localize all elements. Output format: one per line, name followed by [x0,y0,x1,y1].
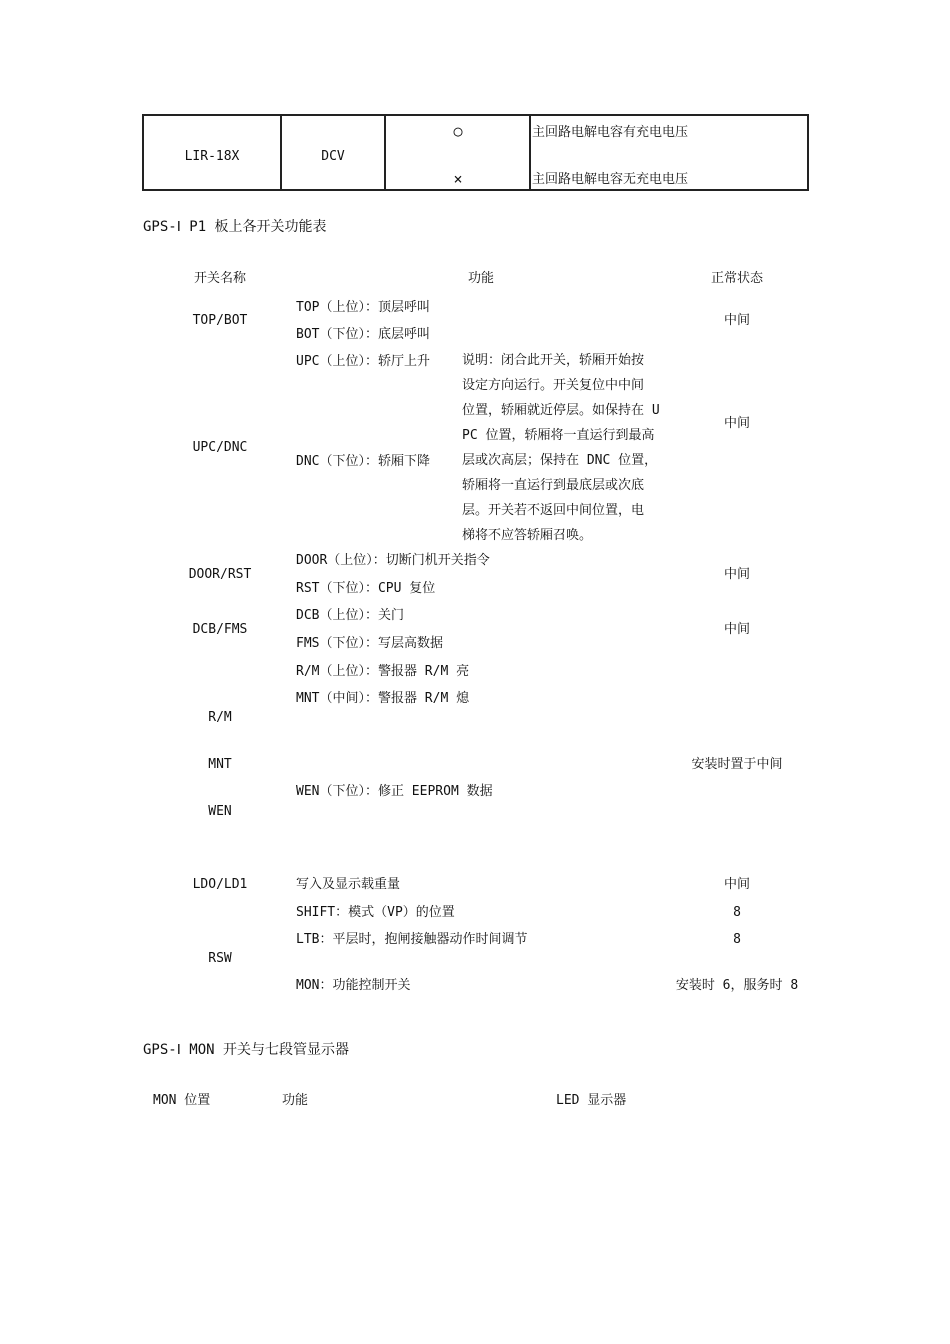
table-cell-model: LIR-18X [184,149,240,164]
header-normal-state: 正常状态 [710,271,764,286]
table-border-bottom [142,189,809,191]
row-ldo-ld1-function: 写入及显示载重量 [296,877,401,892]
row-rsw-ltb-function: LTB：平层时，抱闸接触器动作时间调节 [296,932,528,947]
row-rsw-mon-function: MON：功能控制开关 [296,978,411,993]
row-upc-dnc-function-1: UPC（上位）：轿厅上升 [296,354,430,369]
table-cell-desc-charged: 主回路电解电容有充电电压 [532,125,689,140]
row-dcb-fms-function-2: FMS（下位）：写层高数据 [296,636,443,651]
note-line: 层。开关若不返回中间位置，电 [462,503,645,518]
row-mnt-function: MNT（中间）：警报器 R/M 熄 [296,691,470,706]
row-upc-dnc-function-2: DNC（下位）：轿厢下降 [296,454,430,469]
row-door-rst-name: DOOR/RST [188,567,252,582]
note-line: 轿厢将一直运行到最底层或次底 [462,478,645,493]
row-rm-mnt-wen-normal: 安装时置于中间 [691,757,783,772]
row-rsw-shift-function: SHIFT：模式（VP）的位置 [296,905,455,920]
table-divider-3 [529,114,531,191]
header-mon-function: 功能 [282,1093,309,1108]
row-wen-function: WEN（下位）：修正 EEPROM 数据 [296,784,493,799]
note-line: 说明：闭合此开关，轿厢开始按 [462,353,645,368]
row-dcb-fms-function-1: DCB（上位）：关门 [296,608,404,623]
table-divider-1 [280,114,282,191]
row-rsw-mon-normal: 安装时 6，服务时 8 [675,978,799,993]
row-top-bot-name: TOP/BOT [192,313,248,328]
table-cell-signal: DCV [321,149,345,164]
table-border-right [807,114,809,191]
note-line: 设定方向运行。开关复位中中间 [462,378,645,393]
section1-title: GPS-Ⅰ P1 板上各开关功能表 [143,219,327,235]
note-line: 位置，轿厢就近停层。如保持在 U [462,403,660,418]
row-rsw-ltb-normal: 8 [733,932,741,947]
table-border-left [142,114,144,191]
header-mon-position: MON 位置 [153,1093,211,1108]
row-top-bot-function-2: BOT（下位）：底层呼叫 [296,327,430,342]
table-cell-state-charged: ○ [453,122,463,140]
table-border-top [142,114,809,116]
table-cell-desc-uncharged: 主回路电解电容无充电电压 [532,172,689,187]
note-line: 梯将不应答轿厢召唤。 [462,528,593,543]
row-ldo-ld1-normal: 中间 [723,877,751,892]
row-rsw-shift-normal: 8 [733,905,741,920]
row-rm-function: R/M（上位）：警报器 R/M 亮 [296,664,470,679]
row-top-bot-normal: 中间 [723,313,751,328]
header-switch-name: 开关名称 [193,271,247,286]
section2-title: GPS-Ⅰ MON 开关与七段管显示器 [143,1042,349,1058]
row-top-bot-function-1: TOP（上位）：顶层呼叫 [296,300,430,315]
row-upc-dnc-normal: 中间 [723,416,751,431]
row-rsw-name: RSW [208,951,232,966]
header-function: 功能 [467,271,495,286]
row-door-rst-function-1: DOOR（上位）：切断门机开关指令 [296,553,490,568]
row-upc-dnc-name: UPC/DNC [192,440,248,455]
note-line: 层或次高层；保持在 DNC 位置， [462,453,658,468]
row-door-rst-function-2: RST（下位）：CPU 复位 [296,581,436,596]
row-door-rst-normal: 中间 [723,567,751,582]
table-cell-state-uncharged: × [453,170,463,188]
note-line: PC 位置，轿厢将一直运行到最高 [462,428,655,443]
row-rm-name: R/M [208,710,232,725]
row-dcb-fms-name: DCB/FMS [192,622,248,637]
header-led-display: LED 显示器 [556,1093,627,1108]
row-wen-name: WEN [208,804,232,819]
row-dcb-fms-normal: 中间 [723,622,751,637]
row-mnt-name: MNT [208,757,232,772]
row-ldo-ld1-name: LDO/LD1 [192,877,248,892]
table-divider-2 [384,114,386,191]
